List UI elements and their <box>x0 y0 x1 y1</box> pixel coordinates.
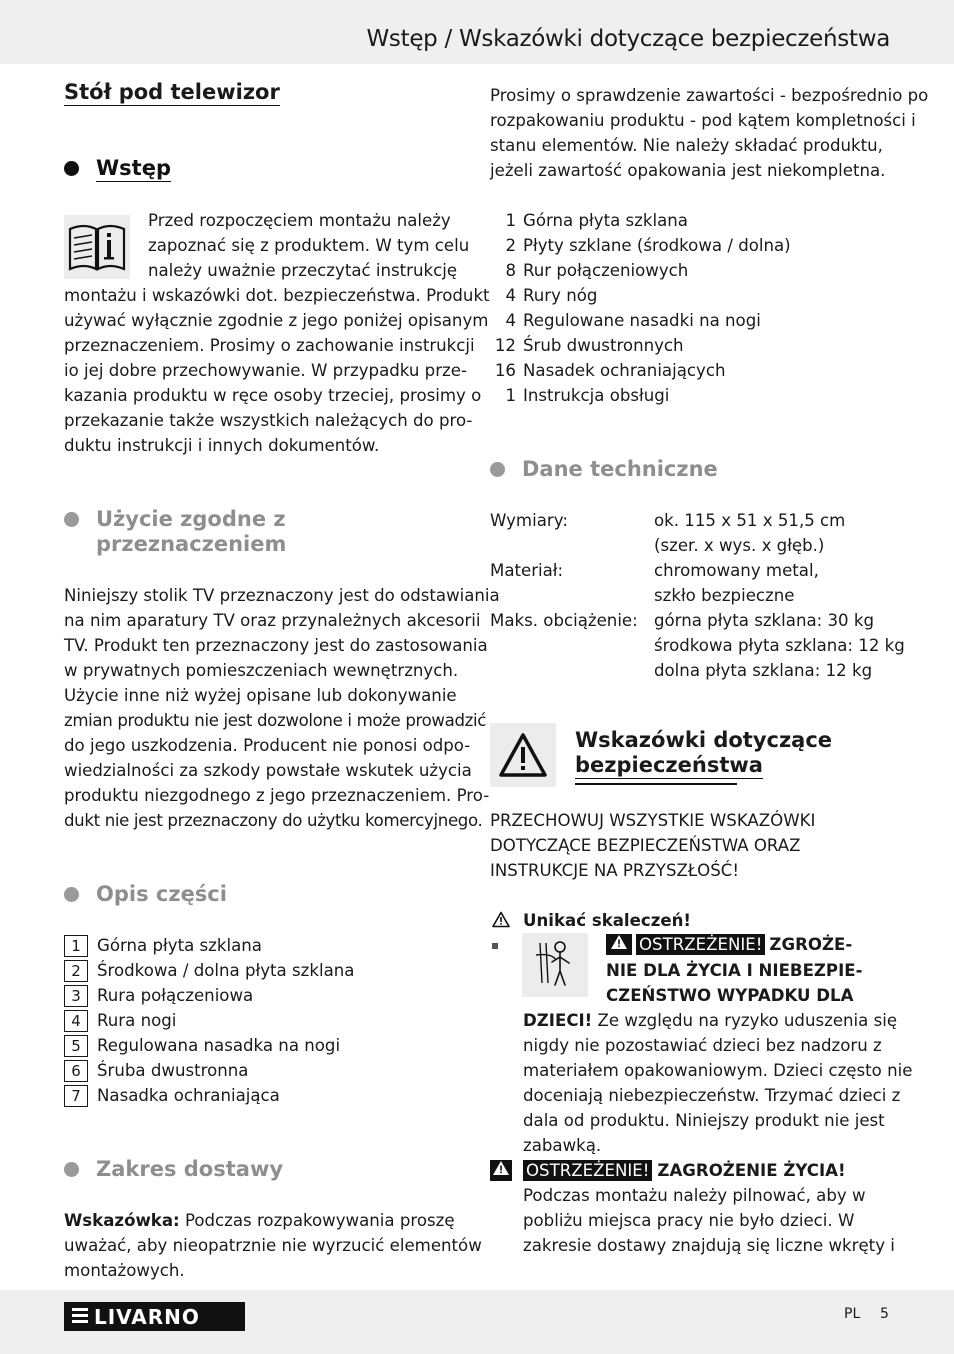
use-line: Niniejszy stolik TV przeznaczony jest do odstawiania <box>64 586 500 605</box>
section-parts-heading <box>64 882 227 907</box>
language-code: PL <box>844 1306 861 1322</box>
intro-line: zapoznać się z produktem. W tym celu <box>148 236 470 255</box>
child-warning-heading <box>606 933 852 955</box>
document-title: Stół pod telewizor <box>64 80 280 104</box>
bullet-icon <box>490 462 505 477</box>
child-heading-line: NIE DLA ŻYCIA I NIEBEZPIE- <box>606 961 863 980</box>
part-label: Rura połączeniowa <box>97 986 254 1005</box>
warning-badge: OSTRZEŻENIE! <box>636 934 765 955</box>
livarno-logo <box>64 1302 245 1331</box>
list-bullet <box>492 943 498 949</box>
delivery-qty: 1 <box>505 386 516 405</box>
tech-value: szkło bezpieczne <box>654 586 795 605</box>
life-heading-text: ZAGROŻENIE ŻYCIA! <box>657 1160 846 1180</box>
safety-caps-line: INSTRUKCJE NA PRZYSZŁOŚĆ! <box>490 861 740 880</box>
part-number: 7 <box>64 1085 88 1107</box>
intro-line: duktu instrukcji i innych dokumentów. <box>64 436 380 455</box>
delivery-check-line: rozpakowaniu produktu - pod kątem kompletności i <box>490 111 916 130</box>
part-label: Górna płyta szklana <box>97 936 262 955</box>
bullet-icon <box>64 1162 79 1177</box>
use-line: na nim aparatury TV oraz przynależnych akcesorii <box>64 611 481 630</box>
intro-line: montażu i wskazówki dot. bezpieczeństwa. Produkt <box>64 286 490 305</box>
part-number: 2 <box>64 960 88 982</box>
delivery-qty: 8 <box>505 261 516 280</box>
delivery-item: Rury nóg <box>523 286 598 305</box>
warning-badge-icon <box>606 934 632 955</box>
bullet-icon <box>64 887 79 902</box>
delivery-qty: 12 <box>494 336 516 355</box>
warning-badge-icon <box>490 1160 512 1181</box>
life-warning-heading <box>490 1159 846 1181</box>
part-number: 3 <box>64 985 88 1007</box>
delivery-item: Śrub dwustronnych <box>523 336 684 355</box>
delivery-qty: 4 <box>505 286 516 305</box>
intro-line: Przed rozpoczęciem montażu należy <box>148 211 451 230</box>
child-line: dala od produktu. Niniejszy produkt nie jest <box>523 1111 885 1130</box>
use-line: dukt nie jest przeznaczony do użytku komercyjnego. <box>64 811 483 830</box>
delivery-qty: 4 <box>505 311 516 330</box>
delivery-note-line: uważać, aby nieopatrznie nie wyrzucić elementów <box>64 1236 482 1255</box>
child-line: doceniają niebezpieczeństw. Trzymać dzieci z <box>523 1086 901 1105</box>
use-line: wiedzialności za szkody powstałe wskutek użycia <box>64 761 472 780</box>
section-delivery-heading <box>64 1157 283 1182</box>
part-label: Regulowana nasadka na nogi <box>97 1036 341 1055</box>
tech-value: środkowa płyta szklana: 12 kg <box>654 636 905 655</box>
use-line: TV. Produkt ten przeznaczony jest do zastosowania <box>64 636 488 655</box>
part-number: 5 <box>64 1035 88 1057</box>
section-delivery-title: Zakres dostawy <box>96 1157 284 1181</box>
delivery-check-line: Prosimy o sprawdzenie zawartości - bezpośrednio po <box>490 86 929 105</box>
part-number: 6 <box>64 1060 88 1082</box>
safety-caps-line: DOTYCZĄCE BEZPIECZEŃSTWA ORAZ <box>490 836 801 855</box>
safety-heading-line: Wskazówki dotyczące <box>575 728 833 752</box>
delivery-item: Nasadek ochraniających <box>523 361 726 380</box>
child-strangle-icon <box>522 933 588 997</box>
part-number: 1 <box>64 935 88 957</box>
delivery-note-text: Podczas rozpakowywania proszę <box>179 1211 455 1230</box>
delivery-check-line: jeżeli zawartość opakowania jest niekompletna. <box>490 161 886 180</box>
life-line: Podczas montażu należy pilnować, aby w <box>523 1186 866 1205</box>
section-use-title-line: Użycie zgodne z <box>96 507 286 531</box>
part-number: 4 <box>64 1010 88 1032</box>
delivery-qty: 2 <box>505 236 516 255</box>
warning-triangle-icon <box>490 723 556 787</box>
section-tech-title: Dane techniczne <box>522 457 718 481</box>
intro-line: należy uważnie przeczytać instrukcję <box>148 261 458 280</box>
use-line: produktu niezgodnego z jego przeznaczeniem. Pro- <box>64 786 490 805</box>
delivery-note-line: montażowych. <box>64 1261 185 1280</box>
part-label: Nasadka ochraniająca <box>97 1086 280 1105</box>
intro-line: kazania produktu w ręce osoby trzeciej, prosimy o <box>64 386 482 405</box>
part-label: Śruba dwustronna <box>97 1061 249 1080</box>
safety-heading-line: bezpieczeństwa <box>575 753 763 777</box>
cut-warning-text: Unikać skaleczeń! <box>523 911 692 930</box>
logo-text: LIVARNO <box>94 1304 200 1329</box>
section-use-title-line: przeznaczeniem <box>96 532 287 556</box>
tech-value: górna płyta szklana: 30 kg <box>654 611 875 630</box>
life-line: zakresie dostawy znajdują się liczne wkręty i <box>523 1236 895 1255</box>
section-intro-heading <box>64 156 171 182</box>
intro-line: io jej dobre przechowywanie. W przypadku prze- <box>64 361 467 380</box>
intro-line: przeznaczeniem. Prosimy o zachowanie instrukcji <box>64 336 475 355</box>
delivery-item: Rur połączeniowych <box>523 261 689 280</box>
tech-value: chromowany metal, <box>654 561 819 580</box>
warning-badge: OSTRZEŻENIE! <box>523 1160 652 1181</box>
delivery-item: Płyty szklane (środkowa / dolna) <box>523 236 791 255</box>
tech-value: (szer. x wys. x głęb.) <box>654 536 825 555</box>
life-line: pobliżu miejsca pracy nie było dzieci. W <box>523 1211 855 1230</box>
delivery-note-label: Wskazówka: <box>64 1211 180 1230</box>
child-line: materiałem opakowaniowym. Dzieci często nie <box>523 1061 913 1080</box>
use-line: w prywatnych pomieszczeniach wewnętrznych. <box>64 661 459 680</box>
delivery-qty: 1 <box>505 211 516 230</box>
part-label: Rura nogi <box>97 1011 177 1030</box>
tech-value: ok. 115 x 51 x 51,5 cm <box>654 511 846 530</box>
bullet-icon <box>64 161 79 176</box>
delivery-item: Regulowane nasadki na nogi <box>523 311 761 330</box>
use-line: Użycie inne niż wyżej opisane lub dokonywanie <box>64 686 457 705</box>
safety-caps-line: PRZECHOWUJ WSZYSTKIE WSKAZÓWKI <box>490 811 816 830</box>
tech-label: Maks. obciążenie: <box>490 611 638 630</box>
section-parts-title: Opis części <box>96 882 227 906</box>
safety-heading-underline <box>575 783 737 785</box>
delivery-item: Instrukcja obsługi <box>523 386 670 405</box>
delivery-item: Górna płyta szklana <box>523 211 688 230</box>
delivery-qty: 16 <box>494 361 516 380</box>
child-heading-text: ZGROŻE- <box>769 934 853 954</box>
child-line: zabawką. <box>523 1136 602 1155</box>
bullet-icon <box>64 512 79 527</box>
delivery-check-line: stanu elementów. Nie należy składać produktu, <box>490 136 883 155</box>
tech-value: dolna płyta szklana: 12 kg <box>654 661 873 680</box>
delivery-note <box>64 1208 455 1233</box>
child-line <box>523 1008 897 1033</box>
tech-label: Materiał: <box>490 561 564 580</box>
part-label: Środkowa / dolna płyta szklana <box>97 961 355 980</box>
child-text: Ze względu na ryzyko uduszenia się <box>592 1011 898 1030</box>
intro-line: przekazanie także wszystkich należących do pro- <box>64 411 473 430</box>
child-heading-line: CZEŃSTWO WYPADKU DLA <box>606 986 854 1005</box>
logo-bars-icon <box>72 1308 88 1325</box>
section-tech-heading <box>490 457 718 482</box>
child-bold: DZIECI! <box>523 1011 593 1030</box>
section-intro-title: Wstęp <box>96 156 171 180</box>
intro-line: używać wyłącznie zgodnie z jego poniżej opisanym <box>64 311 489 330</box>
use-line: zmian produktu nie jest dozwolone i może prowadzić <box>64 711 487 730</box>
tech-label: Wymiary: <box>490 511 568 530</box>
page-number: 5 <box>880 1306 889 1322</box>
read-manual-icon <box>64 215 130 279</box>
use-line: do jego uszkodzenia. Producent nie ponosi odpo- <box>64 736 471 755</box>
page-header-title: Wstęp / Wskazówki dotyczące bezpieczeństwa <box>366 26 890 52</box>
small-warning-icon <box>492 911 510 932</box>
child-line: nigdy nie pozostawiać dzieci bez nadzoru z <box>523 1036 882 1055</box>
section-use-heading <box>64 507 286 557</box>
